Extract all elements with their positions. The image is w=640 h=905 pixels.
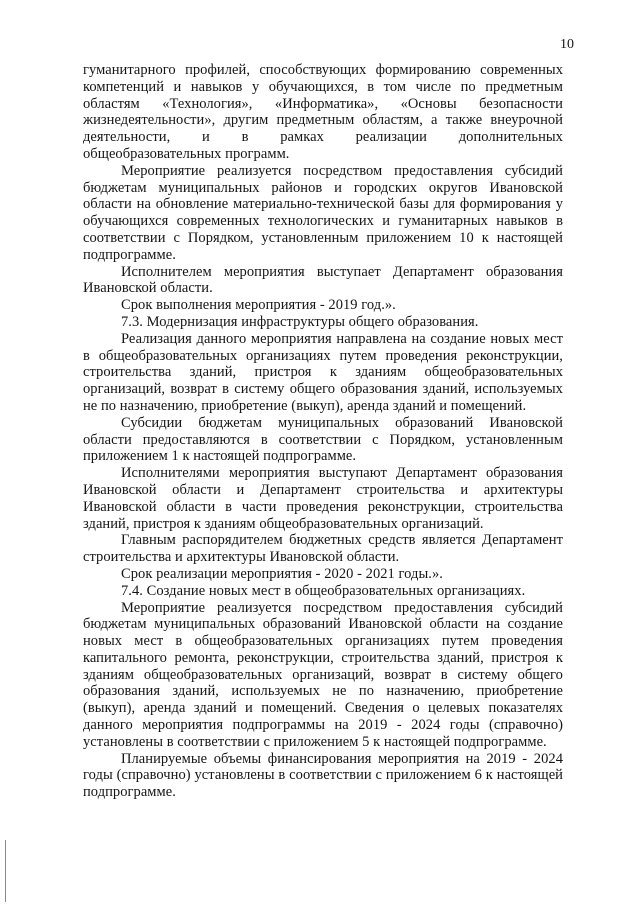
paragraph-subsidy-description: Мероприятие реализуется посредством предоставления субсидий бюджетам муниципальных районов и городских округов Ивановской области на обновление материально-технической базы для формирования у обучающихся современных технологических и гуманитарных навыков в соответствии с Порядком, установленным приложением 10 к настоящей подпрограмме.: [83, 162, 563, 263]
paragraph-deadline: Срок выполнения мероприятия - 2019 год.».: [121, 297, 396, 314]
paragraph-period: Срок реализации мероприятия - 2020 - 2021 годы.».: [121, 565, 443, 582]
scan-edge-line: [5, 840, 6, 902]
paragraph-financing: Планируемые объемы финансирования мероприятия на 2019 - 2024 годы (справочно) установлены в соответствии с приложением 6 к настоящей подпрограмме.: [83, 750, 563, 801]
paragraph-executors: Исполнителями мероприятия выступают Департамент образования Ивановской области и Департамент строительства и архитектуры Ивановской области в части проведения реконструкции, строительства зданий, пристроя к зданиям общеобразовательных организаций.: [83, 465, 563, 532]
section-heading-7-3: 7.3. Модернизация инфраструктуры общего образования.: [121, 313, 479, 330]
paragraph-subsidies: Субсидии бюджетам муниципальных образований Ивановской области предоставляются в соответствии с Порядком, установленным приложением 1 к настоящей подпрограмме.: [83, 414, 563, 465]
paragraph-executor: Исполнителем мероприятия выступает Департамент образования Ивановской области.: [83, 263, 563, 297]
paragraph-new-places: Мероприятие реализуется посредством предоставления субсидий бюджетам муниципальных образований Ивановской области на создание новых мест в общеобразовательных организациях путем проведения капитального ремонта, реконструкции, строительства зданий, пристроя к зданиям общеобразовательных организаций, возврат в систему общего образования зданий, используемых не по назначению, приобретение (выкуп), аренда зданий и помещений. Сведения о целевых показателях данного мероприятия подпрограммы на 2019 - 2024 годы (справочно) установлены в соответствии с приложением 5 к настоящей подпрограмме.: [83, 599, 563, 750]
paragraph-continuation: гуманитарного профилей, способствующих формированию современных компетенций и навыков у обучающихся, в том числе по предметным областям «Технология», «Информатика», «Основы безопасности жизнедеятельности», другим предметным областям, а также внеурочной деятельности, и в рамках реализации дополнительных общеобразовательных программ.: [83, 62, 563, 162]
paragraph-implementation: Реализация данного мероприятия направлена на создание новых мест в общеобразовательных организациях путем проведения реконструкции, строительства зданий, пристроя к зданиям общеобразовательных организаций, возврат в систему общего образования зданий, используемых не по назначению, приобретение (выкуп), аренда зданий и помещений.: [83, 330, 563, 414]
paragraph-budget-manager: Главным распорядителем бюджетных средств является Департамент строительства и архитектуры Ивановской области.: [83, 532, 563, 566]
document-body: [83, 62, 563, 801]
page-number: 10: [560, 37, 574, 52]
section-heading-7-4: 7.4. Создание новых мест в общеобразовательных организациях.: [121, 582, 526, 599]
